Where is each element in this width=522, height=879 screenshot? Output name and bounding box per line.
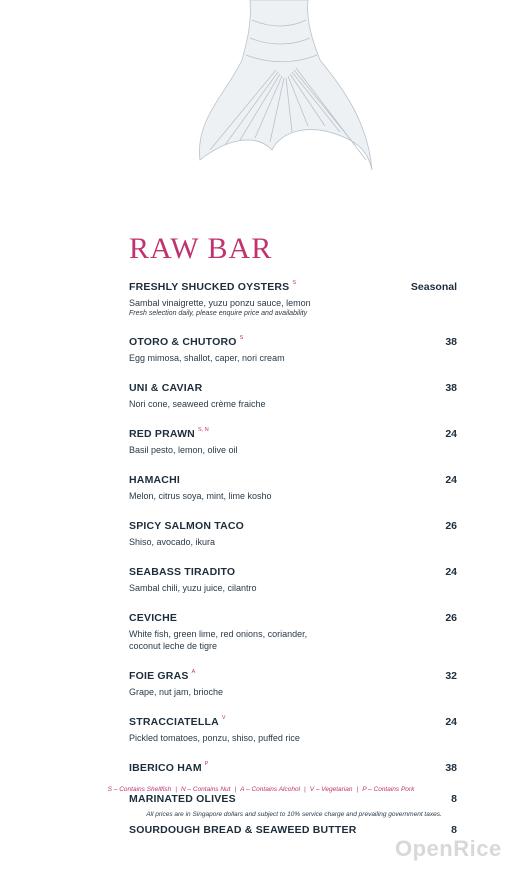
item-tag: V xyxy=(221,714,226,721)
item-description-line: coconut leche de tigre xyxy=(129,641,218,651)
menu-item xyxy=(129,277,457,317)
legend-separator: | xyxy=(175,786,177,793)
item-name: UNI & CAVIAR xyxy=(129,382,203,394)
menu-item xyxy=(129,758,457,776)
item-description: Egg mimosa, shallot, caper, nori cream xyxy=(129,353,285,363)
item-price: 38 xyxy=(445,336,457,348)
menu-item xyxy=(129,424,457,456)
item-name: SPICY SALMON TACO xyxy=(129,520,245,532)
item-description: Nori cone, seaweed crème fraiche xyxy=(129,399,266,409)
item-description: Grape, nut jam, brioche xyxy=(129,687,224,697)
item-description: Shiso, avocado, ikura xyxy=(129,537,216,547)
item-description-line: White fish, green lime, red onions, coriander, xyxy=(129,629,308,639)
item-name: SEABASS TIRADITO xyxy=(129,566,236,578)
item-name: FRESHLY SHUCKED OYSTERS xyxy=(129,281,290,293)
menu-item xyxy=(129,608,457,652)
openrice-watermark: OpenRice xyxy=(395,836,502,861)
item-tag: S xyxy=(239,334,244,341)
item-description: Pickled tomatoes, ponzu, shiso, puffed rice xyxy=(129,733,300,743)
legend-item: V – Vegetarian xyxy=(309,786,353,793)
legend-item: P – Contains Pork xyxy=(362,786,415,793)
menu-item xyxy=(129,378,457,410)
item-description: Melon, citrus soya, mint, lime kosho xyxy=(129,491,272,501)
item-name: CEVICHE xyxy=(129,612,178,624)
item-description: Basil pesto, lemon, olive oil xyxy=(129,445,238,455)
legend-separator: | xyxy=(234,786,237,793)
item-price: 38 xyxy=(445,762,457,774)
menu-item xyxy=(129,712,457,744)
menu-item xyxy=(129,516,457,548)
allergen-legend xyxy=(0,786,522,793)
item-name: STRACCIATELLA xyxy=(129,716,219,728)
item-name: MARINATED OLIVES xyxy=(129,793,236,805)
legend-separator: | xyxy=(304,786,306,793)
item-name: IBERICO HAM xyxy=(129,762,202,774)
item-price: 24 xyxy=(445,474,457,486)
item-name: RED PRAWN xyxy=(129,428,195,440)
item-name: FOIE GRAS xyxy=(129,670,189,682)
item-description: Sambal chili, yuzu juice, cilantro xyxy=(129,583,257,593)
legend-separator: | xyxy=(356,786,359,793)
item-price: 8 xyxy=(451,793,457,805)
item-price: 26 xyxy=(445,612,457,624)
item-name: OTORO & CHUTORO xyxy=(129,336,237,348)
mermaid-tail-icon xyxy=(180,0,380,200)
item-tag: S xyxy=(292,279,297,286)
legend-item: S – Contains Shellfish xyxy=(107,786,172,793)
item-price: 8 xyxy=(451,824,457,836)
menu-list xyxy=(129,277,457,838)
item-tag: P xyxy=(204,760,209,767)
menu-item xyxy=(129,332,457,364)
item-price: 24 xyxy=(445,428,457,440)
item-price: 26 xyxy=(445,520,457,532)
item-name: HAMACHI xyxy=(129,474,180,486)
menu-item xyxy=(129,666,457,698)
item-tag: S, N xyxy=(197,426,209,433)
item-price: 32 xyxy=(445,670,457,682)
section-title: RAW BAR xyxy=(129,232,273,265)
menu-item xyxy=(129,470,457,502)
price-disclaimer: All prices are in Singapore dollars and subject to 10% service charge and prevailing government taxes. xyxy=(146,811,442,818)
item-name: SOURDOUGH BREAD & SEAWEED BUTTER xyxy=(129,824,357,836)
item-description: Sambal vinaigrette, yuzu ponzu sauce, lemon xyxy=(129,298,311,308)
item-price: Seasonal xyxy=(410,281,457,293)
item-price: 24 xyxy=(445,566,457,578)
legend-item: N – Contains Nut xyxy=(180,786,231,793)
item-tag: A xyxy=(191,668,196,675)
legend-item: A – Contains Alcohol xyxy=(240,786,301,793)
item-price: 24 xyxy=(445,716,457,728)
item-description xyxy=(129,628,457,652)
item-note: Fresh selection daily, please enquire price and availability xyxy=(129,310,308,317)
item-price: 38 xyxy=(445,382,457,394)
menu-item xyxy=(129,562,457,594)
